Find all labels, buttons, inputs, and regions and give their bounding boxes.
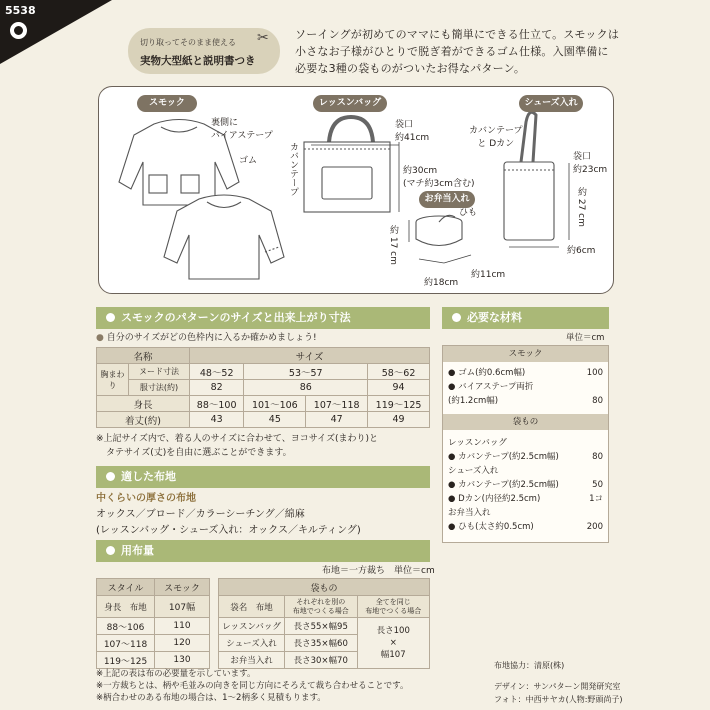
size-note xyxy=(96,331,317,345)
section-title: 必要な材料 xyxy=(467,311,522,324)
intro-line: 小さなお子様がひとりで脱ぎ着ができるゴム仕様。入園準備に xyxy=(295,45,609,58)
label-line: 約30cm xyxy=(403,166,438,176)
label-shoes-bag: シューズ入れ xyxy=(519,95,583,112)
shoes-tape-label xyxy=(469,123,523,149)
label-line: 袋口 xyxy=(395,120,414,130)
header-line: 布地でつくる場合 xyxy=(292,606,349,615)
finished-value: 86 xyxy=(244,380,368,396)
material-amount: 80 xyxy=(592,396,603,406)
length-value: 49 xyxy=(368,412,430,428)
yardage-note: ※上記の表は布の必要量を示しています。 xyxy=(96,669,256,679)
material-name: (約1.2cm幅) xyxy=(448,396,499,406)
height-range: 88〜106 xyxy=(97,618,155,635)
label-line: 約23cm xyxy=(573,165,608,175)
shoes-mouth-label xyxy=(573,149,607,175)
materials-bag-list xyxy=(443,430,608,542)
height-value: 107〜118 xyxy=(306,396,368,412)
header-line: 布地でつくる場合 xyxy=(365,606,422,615)
section-title: 用布量 xyxy=(121,544,154,557)
material-name: ● カバンテープ(約2.5cm幅) xyxy=(448,480,559,490)
pattern-number: 5538 xyxy=(5,4,36,17)
smock-elastic-label: ゴム xyxy=(239,156,258,166)
col-size: サイズ xyxy=(189,348,429,364)
illustration-panel xyxy=(98,86,614,294)
material-item xyxy=(443,394,608,408)
nude-value: 53〜57 xyxy=(244,364,368,380)
lunch-width-label: 約18cm xyxy=(424,278,459,288)
bag-name: シューズ入れ xyxy=(219,635,285,652)
bag-value: 長さ55×幅95 xyxy=(285,618,358,635)
length-value: 45 xyxy=(244,412,306,428)
lunch-height-label: 約 17 cm xyxy=(388,225,398,265)
material-item xyxy=(443,520,608,534)
length-value: 47 xyxy=(306,412,368,428)
label-line: 裏側に xyxy=(211,118,239,128)
fabric-text xyxy=(96,491,361,539)
yardage-value: 130 xyxy=(155,652,210,669)
scissors-icon: ✂ xyxy=(257,30,269,46)
yardage-notes xyxy=(96,668,408,704)
footnote-line: ※上記サイズ内で、着る人のサイズに合わせて、ヨコサイズ(まわり)と xyxy=(96,434,379,444)
material-item xyxy=(443,478,608,492)
credit-design: デザイン：サンパターン開発研究室 xyxy=(494,682,621,691)
material-amount: 80 xyxy=(592,452,603,462)
bullet-dot-icon xyxy=(106,313,115,322)
material-name: ● ゴム(約0.6cm幅) xyxy=(448,368,526,378)
lunch-cord-label: ひも xyxy=(459,208,478,218)
material-name: ● バイアステープ両折 xyxy=(448,382,534,392)
finished-value: 94 xyxy=(368,380,430,396)
bag-name: お弁当入れ xyxy=(219,652,285,669)
intro-text xyxy=(295,26,625,77)
size-table xyxy=(96,347,430,428)
section-title: 適した布地 xyxy=(121,470,176,483)
yardage-value: 120 xyxy=(155,635,210,652)
materials-section-header xyxy=(442,307,609,329)
col-bag-fabric xyxy=(219,596,285,618)
material-amount: 1コ xyxy=(589,494,603,504)
material-amount: 200 xyxy=(586,522,603,532)
row-height: 身長 xyxy=(97,396,190,412)
header-text: 袋名 xyxy=(230,602,248,613)
spiral-logo-icon xyxy=(10,22,27,39)
label-line: (マチ約3cm含む) xyxy=(403,179,475,189)
col-separate xyxy=(285,596,358,618)
lesson-height-label xyxy=(403,163,474,189)
fabric-section-header xyxy=(96,466,430,488)
material-group-label: お弁当入れ xyxy=(448,508,491,518)
lunch-bag-drawing xyxy=(416,222,462,246)
label-line: バイアステープ xyxy=(211,131,273,141)
fabric-line: (レッスンバッグ・シューズ入れ：オックス／キルティング) xyxy=(96,525,361,536)
material-item xyxy=(443,366,608,380)
row-finished: 服寸法(約) xyxy=(129,380,190,396)
smock-tape-label xyxy=(211,115,273,141)
bag-value: 長さ35×幅60 xyxy=(285,635,358,652)
bullet-dot-icon xyxy=(106,546,115,555)
finished-value: 82 xyxy=(189,380,244,396)
smock-yardage-table xyxy=(96,578,210,669)
materials-bag-head: 袋もの xyxy=(443,414,608,430)
material-amount: 50 xyxy=(592,480,603,490)
bullet-dot-icon xyxy=(452,313,461,322)
lunch-depth-label: 約11cm xyxy=(471,270,506,280)
credit-photo: フォト：中西サヤカ(人物:野頭尚子) xyxy=(494,695,623,704)
length-value: 43 xyxy=(189,412,244,428)
yardage-note: ※一方裁ちとは、柄や毛並みの向きを同じ方向にそろえて裁ち合わせることです。 xyxy=(96,681,409,691)
yardage-unit-note: 布地＝一方裁ち 単位＝cm xyxy=(322,566,435,576)
material-item xyxy=(443,492,608,506)
col-name: 名称 xyxy=(97,348,190,364)
yardage-value: 110 xyxy=(155,618,210,635)
lesson-mouth-label xyxy=(395,117,429,143)
col-smock: スモック xyxy=(155,579,210,596)
material-amount: 100 xyxy=(586,368,603,378)
label-line: と Dカン xyxy=(477,139,515,149)
header-text: 布地 xyxy=(255,602,273,613)
value-line: 長さ100 xyxy=(376,626,410,636)
all-value xyxy=(357,618,430,669)
header-line: それぞれを別の xyxy=(296,597,346,606)
material-group-label: レッスンバッグ xyxy=(448,438,507,448)
fabric-line: オックス／ブロード／カラーシーチング／綿麻 xyxy=(96,509,305,520)
materials-smock-head: スモック xyxy=(443,346,608,362)
section-title: スモックのパターンのサイズと出来上がり寸法 xyxy=(121,311,351,324)
material-name: ● カバンテープ(約2.5cm幅) xyxy=(448,452,559,462)
yardage-section-header xyxy=(96,540,430,562)
shoes-width-label: 約6cm xyxy=(567,246,596,256)
bag-value: 長さ30×幅70 xyxy=(285,652,358,669)
intro-line: 必要な3種の袋ものがついたお得なパターン。 xyxy=(295,62,526,75)
bullet-dot-icon xyxy=(106,472,115,481)
material-group-label: シューズ入れ xyxy=(448,466,499,476)
nude-value: 58〜62 xyxy=(368,364,430,380)
header-text: 布地 xyxy=(129,602,147,613)
height-range: 107〜118 xyxy=(97,635,155,652)
header-text: 身長 xyxy=(104,602,122,613)
materials-smock-list xyxy=(443,362,608,414)
badge-subtitle: 切り取ってそのまま使える xyxy=(140,38,236,47)
label-lesson-bag: レッスンバッグ xyxy=(313,95,387,112)
label-lunch-bag: お弁当入れ xyxy=(419,191,475,208)
material-name: ● ひも(太さ約0.5cm) xyxy=(448,522,534,532)
badge-title: 実物大型紙と説明書つき xyxy=(140,55,256,67)
label-smock: スモック xyxy=(137,95,197,112)
col-height-fabric xyxy=(97,596,155,618)
materials-unit: 単位＝cm xyxy=(566,333,605,343)
nude-value: 48〜52 xyxy=(189,364,244,380)
row-chest: 胸まわり xyxy=(97,364,129,396)
footnote-line: タテサイズ(丈)を自由に選ぶことができます。 xyxy=(106,448,292,458)
yardage-note: ※柄合わせのある布地の場合は、1〜2柄多く見積もります。 xyxy=(96,693,326,703)
bag-name: レッスンバッグ xyxy=(219,618,285,635)
material-name: ● Dカン(内径約2.5cm) xyxy=(448,494,541,504)
value-line: × xyxy=(389,638,397,648)
header-line: 全てを同じ xyxy=(375,597,411,606)
row-length: 着丈(約) xyxy=(97,412,190,428)
label-line: カバンテープ xyxy=(469,126,523,136)
shoes-bag-drawing xyxy=(504,162,554,240)
value-line: 幅107 xyxy=(380,650,406,660)
height-value: 119〜125 xyxy=(368,396,430,412)
height-value: 101〜106 xyxy=(244,396,306,412)
materials-box xyxy=(442,345,609,543)
lesson-tape-label: カバンテープ xyxy=(288,142,298,196)
height-range: 119〜125 xyxy=(97,652,155,669)
col-width: 107幅 xyxy=(155,596,210,618)
label-line: 袋口 xyxy=(573,152,592,162)
shoes-height-label: 約 27 cm xyxy=(576,187,586,227)
garment-drawings xyxy=(99,87,615,295)
height-value: 88〜100 xyxy=(189,396,244,412)
bag-table-title: 袋もの xyxy=(219,579,430,596)
row-nude: ヌード寸法 xyxy=(129,364,190,380)
material-item xyxy=(443,380,608,394)
size-section-header xyxy=(96,307,430,329)
size-footnote xyxy=(96,432,378,460)
col-all xyxy=(357,596,430,618)
col-style: スタイル xyxy=(97,579,155,596)
note-text: 自分のサイズがどの色枠内に入るか確かめましょう! xyxy=(106,333,317,343)
material-item xyxy=(443,450,608,464)
intro-line: ソーイングが初めてのママにも簡単にできる仕立て。スモックは xyxy=(295,28,620,41)
credit-fabric: 布地協力：清原(株) xyxy=(494,661,565,670)
bag-yardage-table xyxy=(218,578,430,669)
label-line: 約41cm xyxy=(395,133,430,143)
fabric-subtitle: 中くらいの厚さの布地 xyxy=(96,493,196,504)
bullet-icon: ● xyxy=(96,333,104,343)
